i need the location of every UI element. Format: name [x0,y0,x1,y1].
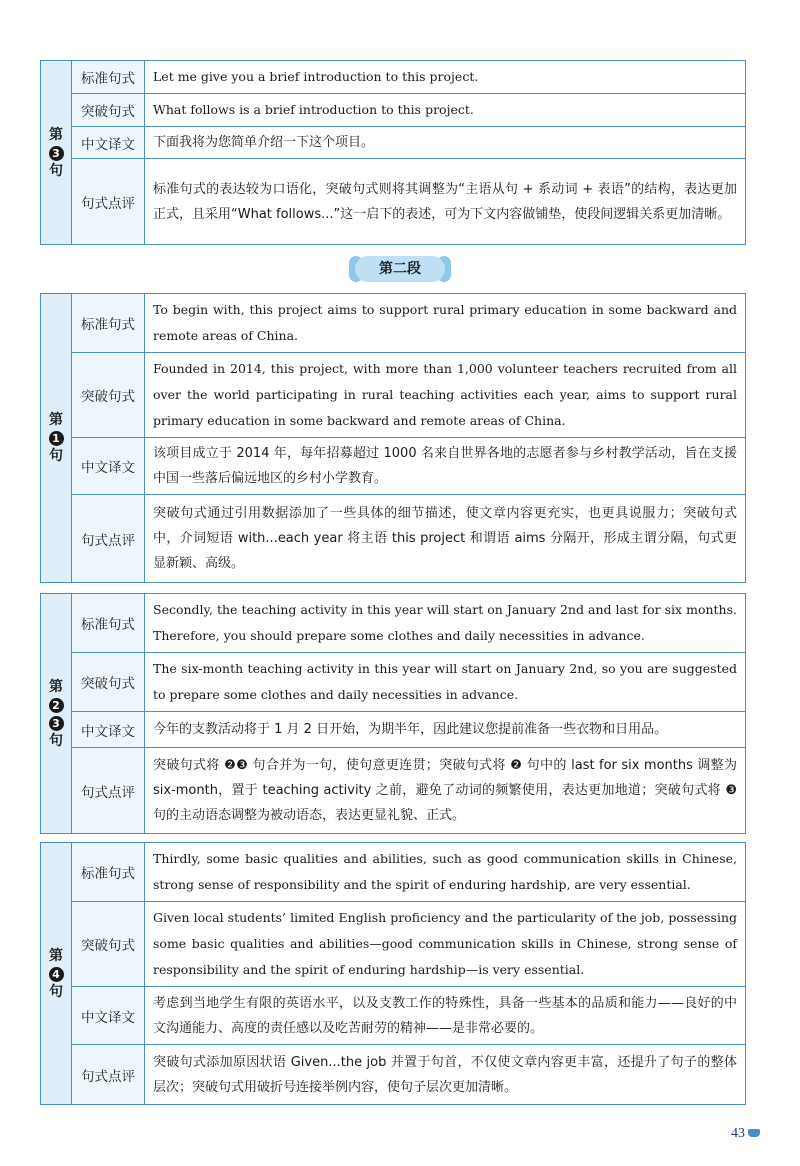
label-breakthrough: 突破句式 [72,653,145,712]
marker-number: 3 [49,146,64,161]
page-number-text: 43 [731,1126,745,1141]
marker-char: 第 [49,947,63,964]
marker-char: 句 [49,448,63,464]
marker-char: 第 [49,412,63,428]
label-standard: 标准句式 [72,61,145,94]
marker-number: 2 [49,698,64,713]
label-translation: 中文译文 [72,712,145,748]
label-comment: 句式点评 [72,1045,145,1105]
sentence-comment: 标准句式的表达较为口语化，突破句式则将其调整为“主语从句 + 系动词 + 表语”的结构，表达更加正式，且采用“What follows...”这一启下的表述，可为下文内容做铺垫，使段间逻辑关系更加清晰。 [145,159,746,245]
marker-number: 4 [49,967,64,982]
graduation-cap-icon [748,1129,760,1137]
standard-sentence: Thirdly, some basic qualities and abilities, such as good communication skills in Chinese, strong sense of responsibility and the spirit of enduring hardship, are very essential. [145,843,746,902]
breakthrough-sentence: Given local students’ limited English proficiency and the particularity of the job, possessing some basic qualities and abilities—good communication skills in Chinese, strong sense of responsibility and the spirit of enduring hardship—is very essential. [145,902,746,987]
label-translation: 中文译文 [72,438,145,495]
standard-sentence: To begin with, this project aims to support rural primary education in some backward and remote areas of China. [145,294,746,353]
label-translation: 中文译文 [72,987,145,1045]
sentence-comment: 突破句式通过引用数据添加了一些具体的细节描述，使文章内容更充实，也更具说服力；突破句式中，介词短语 with...each year 将主语 this project 和谓语 aims 分隔开，形成主谓分隔，句式更显新颖、高级。 [145,495,746,583]
breakthrough-sentence: What follows is a brief introduction to this project. [145,94,746,127]
sentence-table-4 [40,842,746,1105]
chinese-translation: 考虑到当地学生有限的英语水平，以及支教工作的特殊性，具备一些基本的品质和能力——良好的中文沟通能力、高度的责任感以及吃苦耐劳的精神——是非常必要的。 [145,987,746,1045]
marker-char: 句 [49,983,63,1000]
label-standard: 标准句式 [72,294,145,353]
sentence-marker [41,594,72,834]
chinese-translation: 下面我将为您简单介绍一下这个项目。 [145,127,746,159]
label-comment: 句式点评 [72,159,145,245]
sentence-table-1 [40,293,746,583]
marker-number: 1 [49,431,64,446]
standard-sentence: Let me give you a brief introduction to this project. [145,61,746,94]
label-breakthrough: 突破句式 [72,94,145,127]
marker-char: 句 [49,732,63,749]
marker-number: 3 [49,716,64,731]
breakthrough-sentence: The six-month teaching activity in this year will start on January 2nd, so you are suggested to prepare some clothes and daily necessities in advance. [145,653,746,712]
label-breakthrough: 突破句式 [72,902,145,987]
sentence-table-2-3 [40,593,746,834]
label-breakthrough: 突破句式 [72,353,145,438]
sentence-table-3 [40,60,746,245]
sentence-marker [41,843,72,1105]
page-number [731,1126,760,1142]
marker-char: 第 [49,126,63,143]
breakthrough-sentence: Founded in 2014, this project, with more than 1,000 volunteer teachers recruited from all over the world participating in rural teaching activities each year, aims to support rural primary education in some backward and remote areas of China. [145,353,746,438]
sentence-comment: 突破句式添加原因状语 Given...the job 并置于句首，不仅使文章内容更丰富，还提升了句子的整体层次；突破句式用破折号连接举例内容，使句子层次更加清晰。 [145,1045,746,1105]
label-standard: 标准句式 [72,594,145,653]
marker-char: 第 [49,678,63,695]
marker-char: 句 [49,162,63,179]
label-comment: 句式点评 [72,748,145,834]
sentence-marker [41,294,72,583]
label-comment: 句式点评 [72,495,145,583]
chinese-translation: 今年的支教活动将于 1 月 2 日开始，为期半年，因此建议您提前准备一些衣物和日用品。 [145,712,746,748]
label-standard: 标准句式 [72,843,145,902]
section-title-banner: 第二段 [355,256,445,282]
label-translation: 中文译文 [72,127,145,159]
sentence-marker [41,61,72,245]
chinese-translation: 该项目成立于 2014 年，每年招募超过 1000 名来自世界各地的志愿者参与乡村教学活动，旨在支援中国一些落后偏远地区的乡村小学教育。 [145,438,746,495]
standard-sentence: Secondly, the teaching activity in this year will start on January 2nd and last for six months. Therefore, you should prepare some clothes and daily necessities in advance. [145,594,746,653]
sentence-comment: 突破句式将 ❷❸ 句合并为一句，使句意更连贯；突破句式将 ❷ 句中的 last for six months 调整为 six-month，置于 teaching activity 之前，避免了动词的频繁使用，表达更加地道；突破句式将 ❸ 句的主动语态调整为被动语态，表达更显礼貌、正式。 [145,748,746,834]
